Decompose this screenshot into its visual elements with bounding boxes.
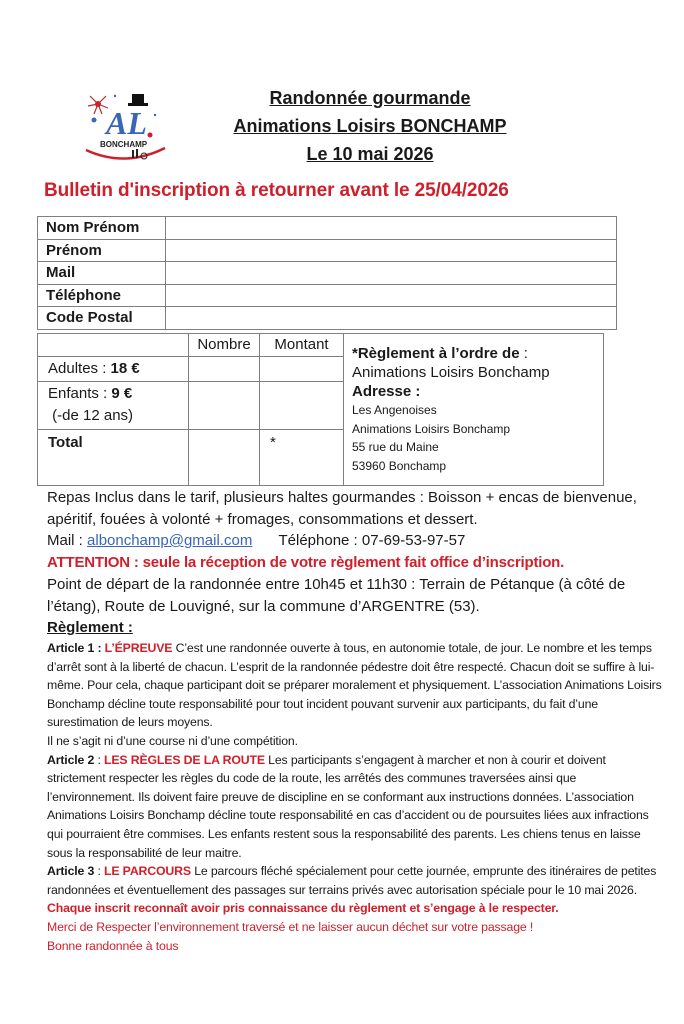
article-label: Article 3 bbox=[47, 864, 95, 879]
rules-section bbox=[47, 639, 667, 955]
event-title bbox=[200, 84, 540, 168]
article-1 bbox=[47, 639, 667, 732]
form-row-code-postal bbox=[38, 307, 617, 330]
article-text: C’est une randonnée ouverte à tous, en autonomie totale, de jour. Le nombre et les temps d’arrêt sont à la liberté de chacun. L’esprit de la randonnée pédestre doit être respecté. Chacun doit se suffire à lui-même. Pour cela, chaque participant doit se préparer moralement et physiquement. L’association Animations Loisirs Bonchamp décline toute responsabilité pour tout incident pouvant survenir aux participants, du fait d’une surestimation de leurs moyens. bbox=[47, 641, 662, 730]
article-sep: : bbox=[94, 752, 104, 767]
identity-form-table bbox=[37, 216, 617, 330]
form-row-nom-prenom bbox=[38, 217, 617, 240]
mail-field[interactable] bbox=[166, 262, 617, 285]
enfants-price: 9 € bbox=[111, 385, 133, 402]
mail-label: Mail : bbox=[47, 532, 88, 549]
nom-prenom-field[interactable] bbox=[166, 217, 617, 240]
pricing-header-row bbox=[38, 334, 604, 357]
payment-order-sep: : bbox=[519, 345, 528, 362]
telephone-field[interactable] bbox=[166, 284, 617, 307]
montant-header: Montant bbox=[260, 334, 344, 357]
title-line-2: Animations Loisirs BONCHAMP bbox=[233, 116, 507, 136]
association-logo bbox=[80, 90, 175, 170]
article-3 bbox=[47, 862, 667, 899]
payment-order-heading bbox=[352, 344, 603, 363]
closing-message: Bonne randonnée à tous bbox=[47, 938, 179, 953]
article-title: L’ÉPREUVE bbox=[104, 641, 173, 655]
svg-text:BONCHAMP: BONCHAMP bbox=[100, 140, 148, 149]
payment-info-cell bbox=[344, 334, 604, 486]
article-1-extra: Il ne s’agit ni d’une course ni d’une compétition. bbox=[47, 733, 298, 748]
enfants-label bbox=[38, 382, 189, 430]
adultes-label bbox=[38, 357, 189, 382]
address-line: 55 rue du Maine bbox=[352, 440, 439, 454]
phone-value: 07-69-53-97-57 bbox=[361, 532, 466, 549]
contact-line bbox=[47, 530, 647, 552]
field-label: Code Postal bbox=[38, 307, 166, 330]
adultes-text: Adultes : bbox=[48, 360, 111, 377]
adultes-nombre-field[interactable] bbox=[189, 357, 260, 382]
adultes-montant-field[interactable] bbox=[260, 357, 344, 382]
email-link[interactable]: albonchamp@gmail.com bbox=[87, 532, 253, 549]
field-label: Mail bbox=[38, 262, 166, 285]
acknowledgement-notice: Chaque inscrit reconnaît avoir pris connaissance du règlement et s’engage à le respecter. bbox=[47, 901, 559, 916]
start-point-info: Point de départ de la randonnée entre 10h45 et 11h30 : Terrain de Pétanque (à côté de l’étang), Route de Louvigné, sur la commune d’ARGENTRE (53). bbox=[47, 576, 626, 615]
title-line-1: Randonnée gourmande bbox=[269, 88, 471, 108]
field-label: Prénom bbox=[38, 239, 166, 262]
svg-text:AL: AL bbox=[106, 105, 147, 141]
article-label: Article 2 bbox=[47, 752, 95, 767]
empty-header-cell bbox=[38, 334, 189, 357]
article-text: Les participants s’engagent à marcher et non à courir et doivent strictement respecter les règles du code de la route, les arrêtés des communes traversées ainsi que l’environnement. Ils doivent faire preuve de discipline en se conformant aux instructions données. L’association Animations Loisirs Bonchamp décline toute responsabilité en cas d’accident ou de poursuites liées aux infractions qui pourraient être commises. Les enfants restent sous la responsabilité des parents. Les chiens tenus en laisse sous la responsabilité de leur maitre. bbox=[47, 752, 649, 860]
address-line: Animations Loisirs Bonchamp bbox=[352, 421, 511, 436]
article-label: Article 1 : bbox=[47, 641, 105, 655]
title-line-3: Le 10 mai 2026 bbox=[306, 144, 434, 164]
field-label: Téléphone bbox=[38, 284, 166, 307]
article-text: Le parcours fléché spécialement pour cette journée, emprunte des itinéraires de petites randonnées et éventuellement des passages sur terrains privés avec autorisation spéciale pour le 10 mai 2026. bbox=[47, 864, 657, 897]
article-sep: : bbox=[94, 864, 104, 879]
form-row-telephone bbox=[38, 284, 617, 307]
total-nombre-field[interactable] bbox=[189, 430, 260, 486]
enfants-text: Enfants : bbox=[48, 385, 112, 402]
enfants-age-note: (-de 12 ans) bbox=[48, 407, 134, 424]
payment-order-label: *Règlement à l’ordre de bbox=[352, 345, 520, 362]
total-montant-field[interactable]: * bbox=[260, 430, 344, 486]
total-label: Total bbox=[38, 430, 189, 486]
enfants-nombre-field[interactable] bbox=[189, 382, 260, 430]
form-row-prenom bbox=[38, 239, 617, 262]
address-line: Les Angenoises bbox=[352, 403, 437, 417]
phone-label: Téléphone : bbox=[278, 532, 362, 549]
payment-order-value: Animations Loisirs Bonchamp bbox=[352, 364, 550, 381]
article-title: LES RÈGLES DE LA ROUTE bbox=[104, 752, 265, 767]
rules-heading: Règlement : bbox=[47, 619, 133, 636]
code-postal-field[interactable] bbox=[166, 307, 617, 330]
registration-deadline: Bulletin d'inscription à retourner avant le 25/04/2026 bbox=[44, 180, 509, 201]
field-label: Nom Prénom bbox=[38, 217, 166, 240]
attention-notice: ATTENTION : seule la réception de votre règlement fait office d’inscription. bbox=[47, 554, 565, 571]
address-label: Adresse : bbox=[352, 383, 421, 400]
adultes-price: 18 € bbox=[110, 360, 140, 377]
logo-icon bbox=[80, 90, 175, 170]
article-2 bbox=[47, 751, 667, 863]
environment-notice: Merci de Respecter l’environnement traversé et ne laisser aucun déchet sur votre passage ! bbox=[47, 919, 534, 934]
nombre-header: Nombre bbox=[189, 334, 260, 357]
article-title: LE PARCOURS bbox=[104, 864, 191, 879]
prenom-field[interactable] bbox=[166, 239, 617, 262]
meal-info: Repas Inclus dans le tarif, plusieurs haltes gourmandes : Boisson + encas de bienvenue, apéritif, fouées à volonté + fromages, consommations et dessert. bbox=[47, 489, 637, 528]
enfants-montant-field[interactable] bbox=[260, 382, 344, 430]
pricing-table bbox=[37, 333, 604, 486]
form-row-mail bbox=[38, 262, 617, 285]
address-line: 53960 Bonchamp bbox=[352, 458, 447, 473]
